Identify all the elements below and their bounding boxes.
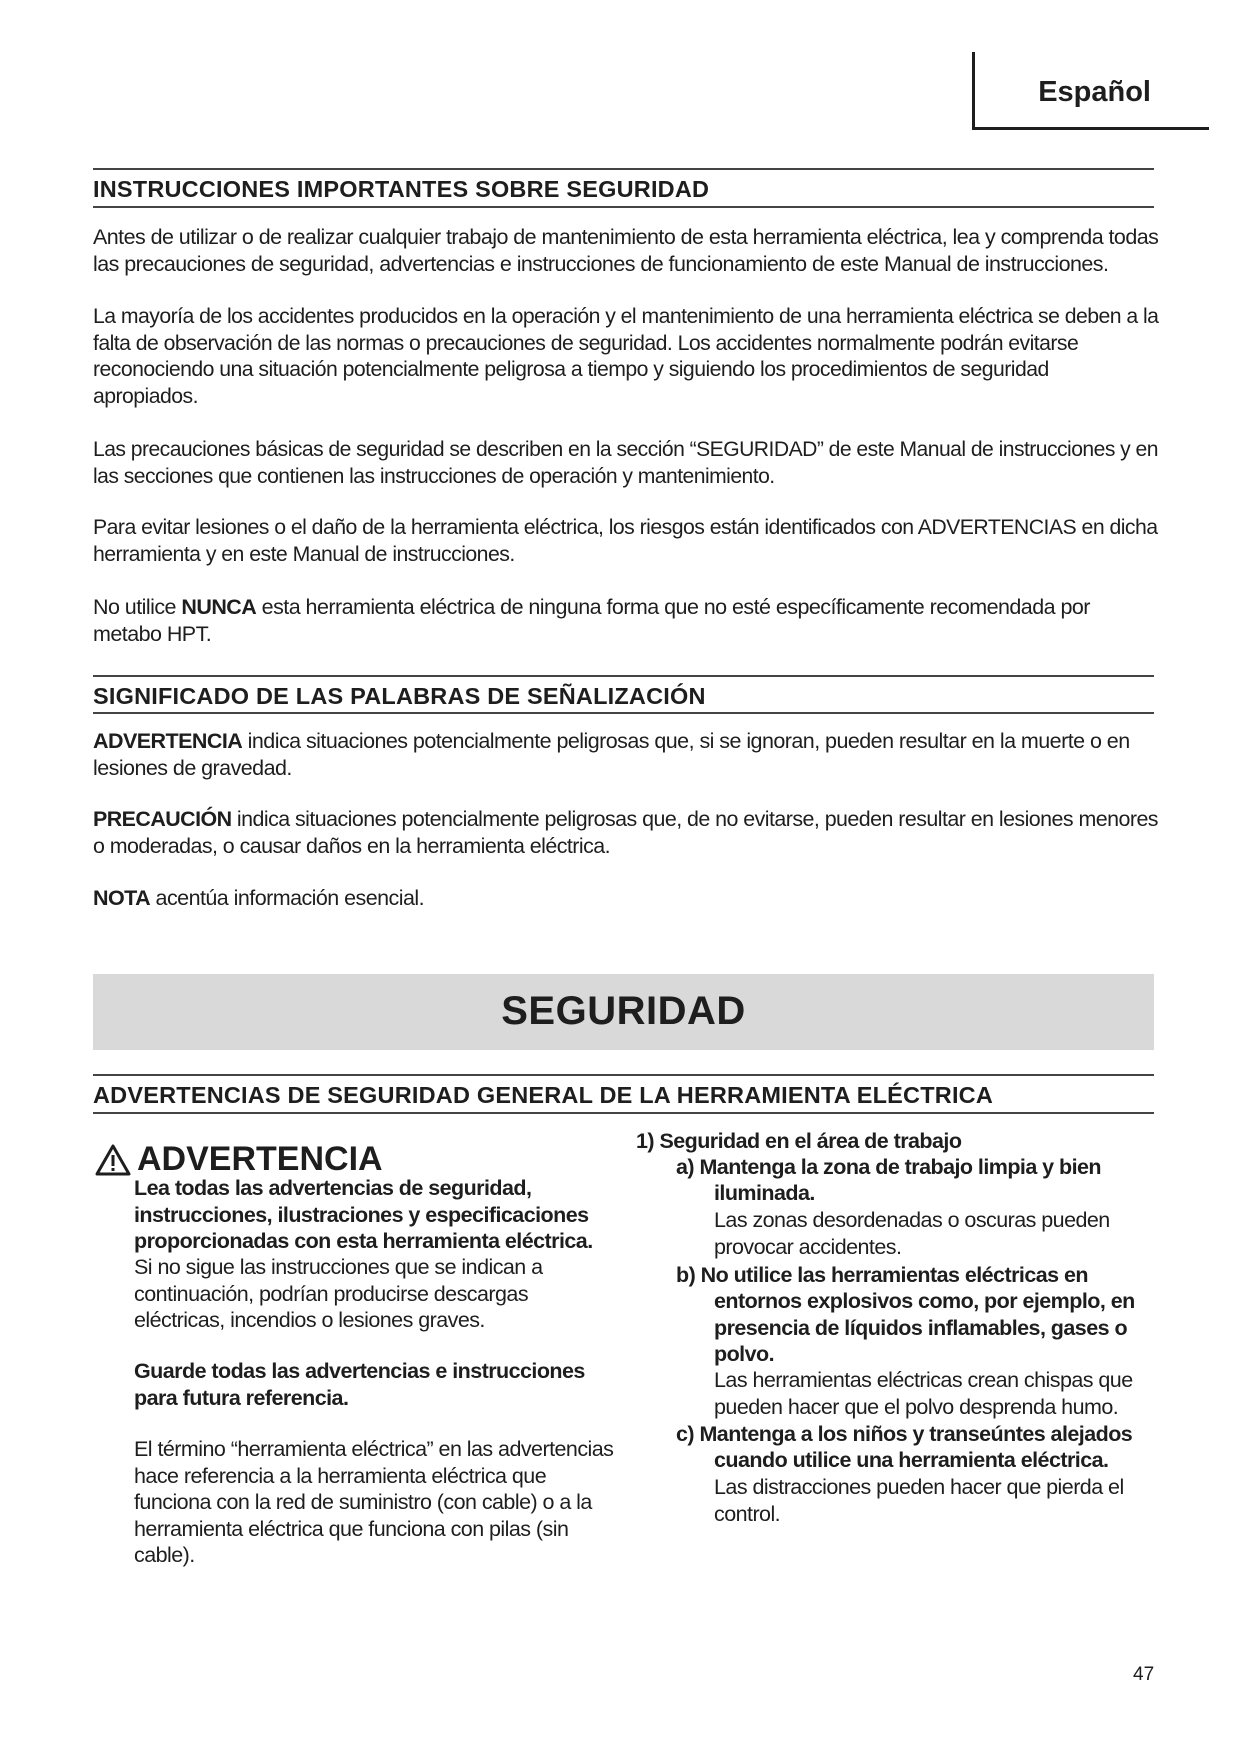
text-line: apropiados. (93, 383, 198, 408)
section-heading-general-warnings (93, 1074, 1154, 1114)
text-line: No utilice NUNCA esta herramienta eléctrica de ninguna forma que no esté específicamente recomendada por (93, 595, 1090, 619)
text-line: pueden hacer que el polvo desprenda humo. (714, 1394, 1119, 1419)
item-c-detail (714, 1474, 1124, 1527)
text-line: presencia de líquidos inflamables, gases o (714, 1315, 1128, 1340)
text-line: polvo. (714, 1342, 775, 1366)
text-line: Lea todas las advertencias de seguridad, (134, 1176, 532, 1200)
section-heading-signal-words (93, 675, 1154, 714)
text-line: cable). (134, 1543, 195, 1567)
item-a-heading-cont: iluminada. (714, 1181, 815, 1205)
warning-triangle-icon (95, 1144, 131, 1176)
text-line: Si no sigue las instrucciones que se indican a (134, 1255, 543, 1279)
subsection-work-area: 1) Seguridad en el área de trabajo (636, 1129, 962, 1153)
warning-save-instructions (134, 1358, 585, 1411)
text-line: las secciones que contienen las instrucciones de operación y mantenimiento. (93, 463, 775, 488)
text-line: herramienta eléctrica que funciona con pilas (sin (134, 1516, 569, 1541)
text-line: NOTA acentúa información esencial. (93, 886, 425, 910)
text-line: Las distracciones pueden hacer que pierda el (714, 1475, 1124, 1499)
paragraph-intro (93, 224, 1157, 277)
text-line: Las precauciones básicas de seguridad se describen en la sección “SEGURIDAD” de este Manual de instrucciones y en (93, 437, 1158, 461)
definition-advertencia (93, 728, 1158, 781)
text-line: o moderadas, o causar daños en la herramienta eléctrica. (93, 833, 611, 858)
text-line: hace referencia a la herramienta eléctrica que (134, 1463, 547, 1488)
signal-word-precaucion: PRECAUCIÓN (93, 807, 232, 831)
paragraph-basic-precautions (93, 436, 1158, 489)
text-line: entornos explosivos como, por ejemplo, en (714, 1289, 1135, 1313)
language-tab (972, 52, 1209, 130)
text-line: para futura referencia. (134, 1385, 349, 1410)
signal-word-nota: NOTA (93, 886, 151, 910)
text-line: El término “herramienta eléctrica” en las advertencias (134, 1437, 614, 1461)
text-line: Para evitar lesiones o el daño de la herramienta eléctrica, los riesgos están identificados con ADVERTENCIAS en dicha (93, 515, 1158, 539)
text-line: las precauciones de seguridad, advertencias e instrucciones de funcionamiento de este Manual de instrucciones. (93, 251, 1109, 276)
warning-heading (95, 1140, 383, 1179)
text-line: continuación, podrían producirse descargas (134, 1281, 529, 1306)
text-line: ADVERTENCIA indica situaciones potencialmente peligrosas que, si se ignoran, pueden resultar en la muerte o en (93, 729, 1130, 753)
text-line: Las zonas desordenadas o oscuras pueden (714, 1208, 1110, 1232)
seguridad-banner (93, 974, 1154, 1050)
text-line: Las herramientas eléctricas crean chispas que (714, 1368, 1133, 1392)
text-line: metabo HPT. (93, 621, 212, 646)
text-line: herramienta y en este Manual de instrucciones. (93, 541, 515, 566)
text-line: funciona con la red de suministro (con cable) o a la (134, 1490, 592, 1514)
text-line: instrucciones, ilustraciones y especificaciones (134, 1202, 589, 1227)
page-number: 47 (1133, 1664, 1155, 1685)
text-line: control. (714, 1501, 781, 1526)
section-heading-important-instructions (93, 168, 1154, 208)
paragraph-never-use (93, 594, 1158, 647)
text-line: lesiones de gravedad. (93, 755, 292, 780)
text-line: Antes de utilizar o de realizar cualquier trabajo de mantenimiento de esta herramienta eléctrica, lea y comprenda todas (93, 225, 1159, 249)
section-title: SIGNIFICADO DE LAS PALABRAS DE SEÑALIZACIÓN (93, 683, 706, 709)
section-title: ADVERTENCIAS DE SEGURIDAD GENERAL DE LA HERRAMIENTA ELÉCTRICA (93, 1082, 994, 1108)
text-line: falta de observación de las normas o precauciones de seguridad. Los accidentes normalmente podrán evitarse (93, 330, 1079, 355)
warning-read-all (134, 1175, 593, 1255)
item-b-heading-cont (714, 1288, 1135, 1368)
warning-consequences (134, 1254, 543, 1334)
text-line: PRECAUCIÓN indica situaciones potencialmente peligrosas que, de no evitarse, pueden resultar en lesiones menores (93, 807, 1158, 831)
text-line: Guarde todas las advertencias e instrucciones (134, 1359, 585, 1383)
item-b-heading: b) No utilice las herramientas eléctricas en (676, 1263, 1088, 1287)
item-a-detail (714, 1207, 1110, 1260)
warning-term-definition (134, 1436, 613, 1569)
item-c-heading-cont: cuando utilice una herramienta eléctrica. (714, 1448, 1109, 1472)
text-line: provocar accidentes. (714, 1234, 902, 1259)
signal-word-advertencia: ADVERTENCIA (93, 729, 243, 753)
item-a-heading: a) Mantenga la zona de trabajo limpia y bien (676, 1155, 1102, 1179)
warning-title: ADVERTENCIA (137, 1140, 383, 1178)
text-line: La mayoría de los accidentes producidos en la operación y el mantenimiento de una herramienta eléctrica se deben a la (93, 304, 1159, 328)
definition-precaucion (93, 806, 1158, 859)
item-b-detail (714, 1367, 1133, 1420)
definition-nota (93, 885, 1158, 912)
item-c-heading: c) Mantenga a los niños y transeúntes alejados (676, 1422, 1133, 1446)
paragraph-accidents (93, 303, 1159, 409)
language-label: Español (1038, 76, 1151, 108)
section-title: INSTRUCCIONES IMPORTANTES SOBRE SEGURIDAD (93, 176, 710, 202)
text-line: eléctricas, incendios o lesiones graves. (134, 1308, 485, 1332)
banner-title: SEGURIDAD (501, 989, 746, 1033)
paragraph-avoid-injury (93, 514, 1158, 567)
text-line: reconociendo una situación potencialmente peligrosa a tiempo y siguiendo los procedimientos de seguridad (93, 357, 1049, 381)
emphasis-never: NUNCA (181, 595, 257, 619)
text-line: proporcionadas con esta herramienta eléctrica. (134, 1229, 593, 1253)
